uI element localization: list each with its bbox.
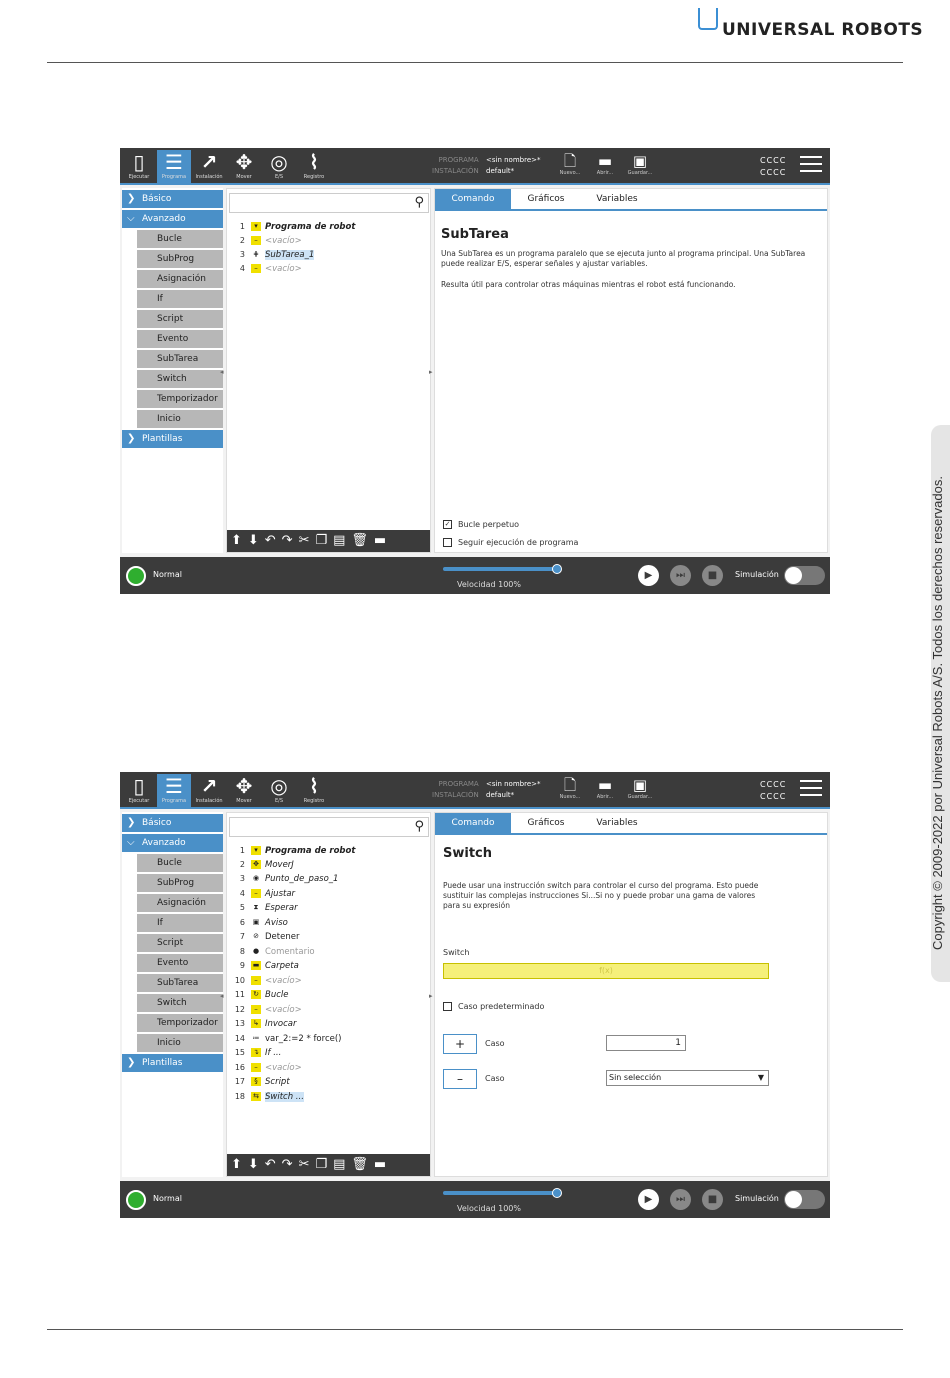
program-tab[interactable]: ☰ Programa	[157, 150, 191, 183]
program-labels: PROGRAMA INSTALACIÓN	[432, 780, 479, 799]
screenshot-subtarea	[120, 148, 830, 594]
play-button[interactable]: ▶	[638, 565, 659, 586]
screenshot-switch	[120, 772, 830, 1218]
run-tab[interactable]: ▯ Ejecutar	[122, 150, 156, 183]
status-indicator-icon	[126, 1190, 146, 1210]
tab-bar	[435, 189, 827, 211]
case-label-2: Caso	[485, 1074, 505, 1083]
tree-row[interactable]: 2 ✥ MoverJ	[239, 860, 294, 870]
move-tab[interactable]: ✥ Mover	[227, 150, 261, 183]
chevron-down-icon: ▼	[757, 1073, 764, 1082]
empty-node-icon: –	[251, 1063, 261, 1072]
collapse-left-icon[interactable]: ◂	[220, 992, 224, 1000]
nav-templates[interactable]: ❯ Plantillas	[122, 1054, 223, 1072]
hamburger-menu-icon[interactable]	[800, 780, 822, 798]
robot-program-icon: ▾	[251, 846, 261, 855]
search-input[interactable]	[229, 193, 429, 213]
logo-text: UNIVERSAL ROBOTS	[722, 20, 924, 40]
log-icon: ⌇	[309, 150, 319, 174]
collapse-left-icon[interactable]: ◂	[220, 368, 224, 376]
bottom-bar	[120, 557, 830, 594]
call-icon: ↳	[251, 1019, 261, 1028]
ur-run-icon: ▯	[133, 774, 145, 798]
run-tab[interactable]: ▯ Ejecutar	[122, 774, 156, 807]
new-button[interactable]: 🗋 Nuevo...	[555, 152, 585, 176]
stop-button[interactable]: ■	[702, 1189, 723, 1210]
search-icon: ⚲	[414, 819, 424, 834]
loop-forever-checkbox[interactable]: ✓ Bucle perpetuo	[444, 520, 520, 529]
nav-item-temporizador[interactable]: Temporizador	[137, 1014, 223, 1032]
play-button[interactable]: ▶	[638, 1189, 659, 1210]
empty-node-icon: –	[251, 1005, 261, 1014]
follow-program-checkbox[interactable]: Seguir ejecución de programa	[443, 538, 578, 548]
tree-row[interactable]: 12 – <vacío>	[234, 1005, 302, 1015]
nav-item-inicio[interactable]: Inicio	[137, 1034, 223, 1052]
top-toolbar	[120, 772, 830, 809]
tree-row[interactable]: 6 ▣ Aviso	[239, 918, 288, 928]
io-icon: ◎	[270, 150, 288, 174]
comment-icon: ●	[252, 947, 260, 955]
header-rule	[47, 62, 903, 63]
folder-icon: ▬	[597, 152, 613, 170]
assignment-icon: ≔	[252, 1034, 260, 1042]
default-case-checkbox[interactable]: Caso predeterminado	[443, 1002, 544, 1012]
subtask-icon: ⋕	[253, 250, 259, 258]
move-tab[interactable]: ✥ Mover	[227, 774, 261, 807]
tree-row[interactable]: 17 § Script	[234, 1077, 290, 1087]
nav-item-script[interactable]: Script	[137, 934, 223, 952]
nav-advanced[interactable]: ⌵ Avanzado	[122, 210, 223, 228]
nav-advanced[interactable]: ⌵ Avanzado	[122, 834, 223, 852]
tab-command[interactable]: Comando	[435, 813, 511, 833]
tree-row[interactable]: 3 ◉ Punto_de_paso_1	[239, 874, 339, 884]
speed-slider-handle[interactable]	[552, 564, 562, 574]
tree-row[interactable]: 16 – <vacío>	[234, 1063, 302, 1073]
program-tab[interactable]: ☰ Programa	[157, 774, 191, 807]
nav-item-bucle[interactable]: Bucle	[137, 854, 223, 872]
robot-program-icon: ▾	[251, 222, 261, 231]
top-toolbar	[120, 148, 830, 185]
description-text-2: Resulta útil para controlar otras máquinas mientras el robot está funcionando.	[441, 280, 736, 289]
simulation-toggle[interactable]	[784, 566, 825, 585]
tree-row[interactable]: 11 ↻ Bucle	[234, 990, 289, 1000]
tab-bar	[435, 813, 827, 835]
step-button[interactable]: ⏭	[670, 565, 691, 586]
stop-button[interactable]: ■	[702, 565, 723, 586]
new-button[interactable]: 🗋 Nuevo...	[555, 776, 585, 800]
nav-templates[interactable]: ❯ Plantillas	[122, 430, 223, 448]
checked-icon: ✓	[444, 520, 451, 528]
hamburger-menu-icon[interactable]	[800, 156, 822, 174]
tree-toolbar[interactable]: ⬆⬇↶↷✂❐▤🗑▬	[227, 1154, 430, 1176]
tab-variables[interactable]: Variables	[596, 194, 638, 204]
tree-row[interactable]: 9 ▬ Carpeta	[239, 961, 299, 971]
new-file-icon: 🗋	[563, 152, 577, 170]
save-button[interactable]: ▣ Guardar...	[625, 776, 655, 800]
cccc-indicator: CCCC CCCC	[760, 780, 787, 801]
robot-arm-icon: ↗	[200, 150, 218, 174]
nav-item-temporizador[interactable]: Temporizador	[137, 390, 223, 408]
add-case-button[interactable]: +	[443, 1034, 477, 1054]
tree-row[interactable]: 3 ⋕ SubTarea_1	[239, 250, 315, 260]
tree-row[interactable]: 18 ⇆ Switch ...	[234, 1092, 304, 1102]
io-icon: ◎	[270, 774, 288, 798]
new-file-icon: 🗋	[563, 776, 577, 794]
step-button[interactable]: ⏭	[670, 1189, 691, 1210]
nav-item-if[interactable]: If	[137, 914, 223, 932]
nav-item-switch[interactable]: Switch	[137, 370, 223, 388]
popup-icon: ▣	[252, 918, 260, 926]
ur-run-icon: ▯	[133, 150, 145, 174]
content-panel	[434, 812, 828, 1177]
nav-item-asignacion[interactable]: Asignación	[137, 270, 223, 288]
expression-field[interactable]: f(x)	[443, 963, 769, 979]
tree-row[interactable]: 8 ● Comentario	[239, 947, 315, 957]
speed-slider-handle[interactable]	[552, 1188, 562, 1198]
switch-label: Switch	[443, 948, 470, 957]
footer-rule	[47, 1329, 903, 1330]
panel-title: Switch	[443, 846, 493, 861]
case-label: Caso	[485, 1039, 505, 1048]
copyright-text: Copyright © 2009-2022 por Universal Robots A/S. Todos los derechos reservados.	[930, 476, 945, 950]
empty-node-icon: –	[251, 264, 261, 273]
case-dropdown[interactable]: Sin selección ▼	[606, 1070, 769, 1086]
hourglass-icon: ⧗	[253, 903, 259, 911]
program-icon: ☰	[165, 150, 183, 174]
bottom-bar	[120, 1181, 830, 1218]
tree-row[interactable]: 7 ⊘ Detener	[239, 932, 300, 942]
simulation-label: Simulación	[735, 1194, 779, 1203]
nav-item-subtarea[interactable]: SubTarea	[137, 974, 223, 992]
program-values: <sin nombre>* default*	[486, 780, 541, 799]
folder-node-icon: ▬	[252, 961, 260, 969]
speed-slider[interactable]	[443, 567, 558, 571]
tab-graphics[interactable]: Gráficos	[527, 194, 565, 204]
tree-row[interactable]: 10 – <vacío>	[234, 976, 302, 986]
robot-arm-icon: ↗	[200, 774, 218, 798]
remove-case-button[interactable]: –	[443, 1069, 477, 1089]
move-icon: ✥	[235, 150, 253, 174]
left-nav	[122, 812, 223, 1177]
chevron-right-icon: ❯	[127, 433, 136, 444]
tab-graphics[interactable]: Gráficos	[527, 818, 565, 828]
chevron-down-icon: ⌵	[127, 837, 135, 848]
nav-item-script[interactable]: Script	[137, 310, 223, 328]
program-values: <sin nombre>* default*	[486, 156, 541, 175]
collapse-right-icon[interactable]: ▸	[429, 992, 433, 1000]
left-nav	[122, 188, 223, 553]
loop-icon: ↻	[251, 990, 261, 999]
tree-row[interactable]: 1 ▾ Programa de robot	[239, 846, 356, 856]
nav-item-switch[interactable]: Switch	[137, 994, 223, 1012]
io-tab[interactable]: ◎ E/S	[262, 150, 296, 183]
tree-row[interactable]: 13 ↳ Invocar	[234, 1019, 297, 1029]
installation-tab[interactable]: ↗ Instalación	[192, 150, 226, 183]
nav-item-bucle[interactable]: Bucle	[137, 230, 223, 248]
program-labels: PROGRAMA INSTALACIÓN	[432, 156, 479, 175]
nav-item-inicio[interactable]: Inicio	[137, 410, 223, 428]
tree-row[interactable]: 15 ↴ If ...	[234, 1048, 282, 1058]
tree-row[interactable]: 4 – <vacío>	[239, 264, 302, 274]
save-button[interactable]: ▣ Guardar...	[625, 152, 655, 176]
tree-row[interactable]: 1 ▾ Programa de robot	[239, 222, 356, 232]
nav-item-asignacion[interactable]: Asignación	[137, 894, 223, 912]
save-icon: ▣	[632, 776, 648, 794]
chevron-right-icon: ❯	[127, 193, 136, 204]
speed-slider[interactable]	[443, 1191, 558, 1195]
nav-item-if[interactable]: If	[137, 290, 223, 308]
panel-title: SubTarea	[441, 227, 509, 242]
content-panel	[434, 188, 828, 553]
program-icon: ☰	[165, 774, 183, 798]
speed-text: Velocidad 100%	[457, 1204, 521, 1213]
folder-icon: ▬	[597, 776, 613, 794]
universal-robots-logo	[698, 18, 923, 40]
tree-row[interactable]: 14 ≔ var_2:=2 * force()	[234, 1034, 342, 1044]
waypoint-icon: ◉	[252, 874, 260, 882]
program-tree	[226, 188, 431, 553]
log-icon: ⌇	[309, 774, 319, 798]
tab-command[interactable]: Comando	[435, 189, 511, 209]
nav-basic[interactable]: ❯ Básico	[122, 190, 223, 208]
tree-row[interactable]: 5 ⧗ Esperar	[239, 903, 298, 913]
move-node-icon: ✥	[251, 860, 261, 869]
chevron-down-icon: ⌵	[127, 213, 135, 224]
nav-item-subtarea[interactable]: SubTarea	[137, 350, 223, 368]
empty-node-icon: –	[251, 976, 261, 985]
save-icon: ▣	[632, 152, 648, 170]
move-icon: ✥	[235, 774, 253, 798]
simulation-toggle[interactable]	[784, 1190, 825, 1209]
nav-item-evento[interactable]: Evento	[137, 330, 223, 348]
nav-basic[interactable]: ❯ Básico	[122, 814, 223, 832]
tab-variables[interactable]: Variables	[596, 818, 638, 828]
open-button[interactable]: ▬ Abrir...	[590, 152, 620, 176]
search-icon: ⚲	[414, 195, 424, 210]
empty-node-icon: –	[251, 236, 261, 245]
nav-item-subprog[interactable]: SubProg	[137, 874, 223, 892]
status-text: Normal	[153, 1194, 182, 1203]
tree-row[interactable]: 2 – <vacío>	[239, 236, 302, 246]
tree-row[interactable]: 4 – Ajustar	[239, 889, 296, 899]
log-tab[interactable]: ⌇ Registro	[297, 774, 331, 807]
nav-item-subprog[interactable]: SubProg	[137, 250, 223, 268]
description-text: Una SubTarea es un programa paralelo que se ejecuta junto al programa principal. Una SubTarea puede realizar E/S, esperar señales y ajustar variables.	[441, 249, 806, 268]
installation-tab[interactable]: ↗ Instalación	[192, 774, 226, 807]
open-button[interactable]: ▬ Abrir...	[590, 776, 620, 800]
if-icon: ↴	[251, 1048, 261, 1057]
status-text: Normal	[153, 570, 182, 579]
chevron-right-icon: ❯	[127, 817, 136, 828]
simulation-label: Simulación	[735, 570, 779, 579]
ur-logo-icon	[698, 8, 718, 30]
halt-icon: ⊘	[253, 932, 259, 940]
collapse-right-icon[interactable]: ▸	[429, 368, 433, 376]
switch-icon: ⇆	[251, 1092, 261, 1101]
speed-text: Velocidad 100%	[457, 580, 521, 589]
set-icon: –	[251, 889, 261, 898]
program-tree	[226, 812, 431, 1177]
tree-toolbar[interactable]: ⬆⬇↶↷✂❐▤🗑▬	[227, 530, 430, 552]
search-input[interactable]	[229, 817, 429, 837]
chevron-right-icon: ❯	[127, 1057, 136, 1068]
io-tab[interactable]: ◎ E/S	[262, 774, 296, 807]
log-tab[interactable]: ⌇ Registro	[297, 150, 331, 183]
description-text: Puede usar una instrucción switch para controlar el curso del programa. Esto puede sustituir las complejas instrucciones Si...Si no y puede probar una gama de valores para su expresión	[443, 881, 759, 910]
nav-item-evento[interactable]: Evento	[137, 954, 223, 972]
status-indicator-icon	[126, 566, 146, 586]
script-icon: §	[251, 1077, 261, 1086]
case-value-input[interactable]: 1	[606, 1035, 686, 1051]
cccc-indicator: CCCC CCCC	[760, 156, 787, 177]
